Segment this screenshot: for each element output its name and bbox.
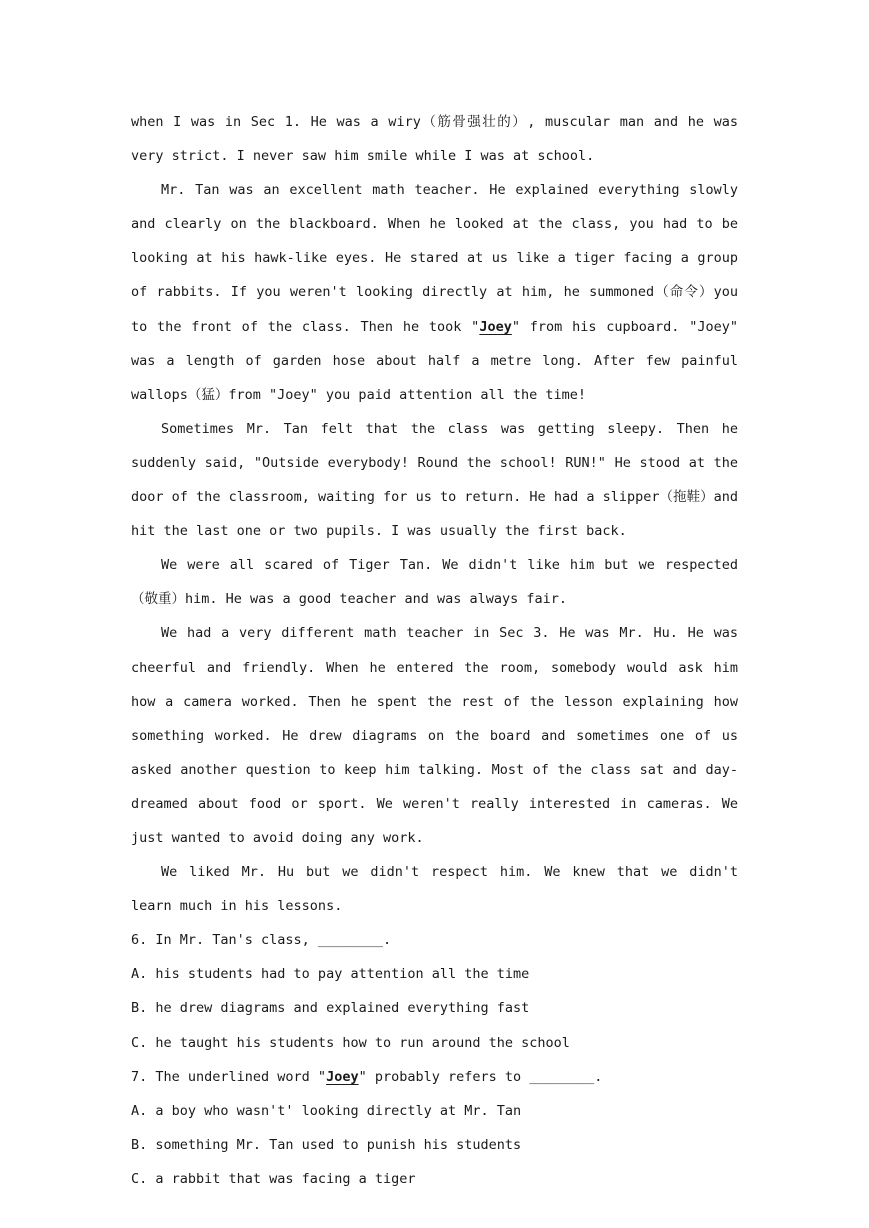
paragraph-6: We liked Mr. Hu but we didn't respect him. We knew that we didn't learn much in his lessons.: [131, 864, 738, 915]
paragraph-4: We were all scared of Tiger Tan. We didn't like him but we respected（敬重）him. He was a good teacher and was always fair.: [131, 557, 738, 608]
question-6: [131, 923, 738, 1059]
document-page: [131, 105, 738, 1196]
question-7: [131, 1060, 738, 1196]
paragraph-2-text-after: " from his cupboard. "Joey" was a length of garden hose about half a metre long. After few painful wallops（猛）from "Joey" you paid attention all the time!: [131, 318, 738, 403]
question-7-option-a: A. a boy who wasn't' looking directly at Mr. Tan: [131, 1102, 522, 1119]
question-6-option-c: C. he taught his students how to run around the school: [131, 1034, 570, 1051]
paragraph-1: when I was in Sec 1. He was a wiry（筋骨强壮的）, muscular man and he was very strict. I never saw him smile while I was at school.: [131, 114, 738, 165]
question-6-option-b: B. he drew diagrams and explained everything fast: [131, 1000, 530, 1017]
question-7-option-b: B. something Mr. Tan used to punish his students: [131, 1136, 522, 1153]
paragraph-2-text-before: Mr. Tan was an excellent math teacher. He explained everything slowly and clearly on the blackboard. When he looked at the class, you had to be looking at his hawk-like eyes. He stared at us like a tiger facing a group of rabbits. If you weren't looking directly at him, he summoned（命令）you to the front of the class. Then he took ": [131, 182, 738, 335]
question-7-stem-before: 7. The underlined word ": [131, 1068, 327, 1085]
underlined-word-joey: Joey: [479, 318, 512, 335]
paragraph-5: We had a very different math teacher in Sec 3. He was Mr. Hu. He was cheerful and friendly. When he entered the room, somebody would ask him how a camera worked. Then he spent the rest of the lesson explaining how something worked. He drew diagrams on the board and sometimes one of us asked another question to keep him talking. Most of the class sat and day-dreamed about food or sport. We weren't really interested in cameras. We just wanted to avoid doing any work.: [131, 625, 738, 846]
question-6-stem: 6. In Mr. Tan's class, ________.: [131, 932, 392, 949]
question-6-option-a: A. his students had to pay attention all the time: [131, 966, 530, 983]
paragraph-2: [131, 173, 738, 412]
paragraph-3: Sometimes Mr. Tan felt that the class was getting sleepy. Then he suddenly said, "Outside everybody! Round the school! RUN!" He stood at the door of the classroom, waiting for us to return. He had a slipper（拖鞋）and hit the last one or two pupils. I was usually the first back.: [131, 420, 738, 540]
question-7-option-c: C. a rabbit that was facing a tiger: [131, 1170, 416, 1187]
question-7-underlined-word: Joey: [326, 1068, 359, 1085]
question-7-stem: [131, 1060, 738, 1094]
question-7-stem-after: " probably refers to ________.: [358, 1068, 603, 1085]
